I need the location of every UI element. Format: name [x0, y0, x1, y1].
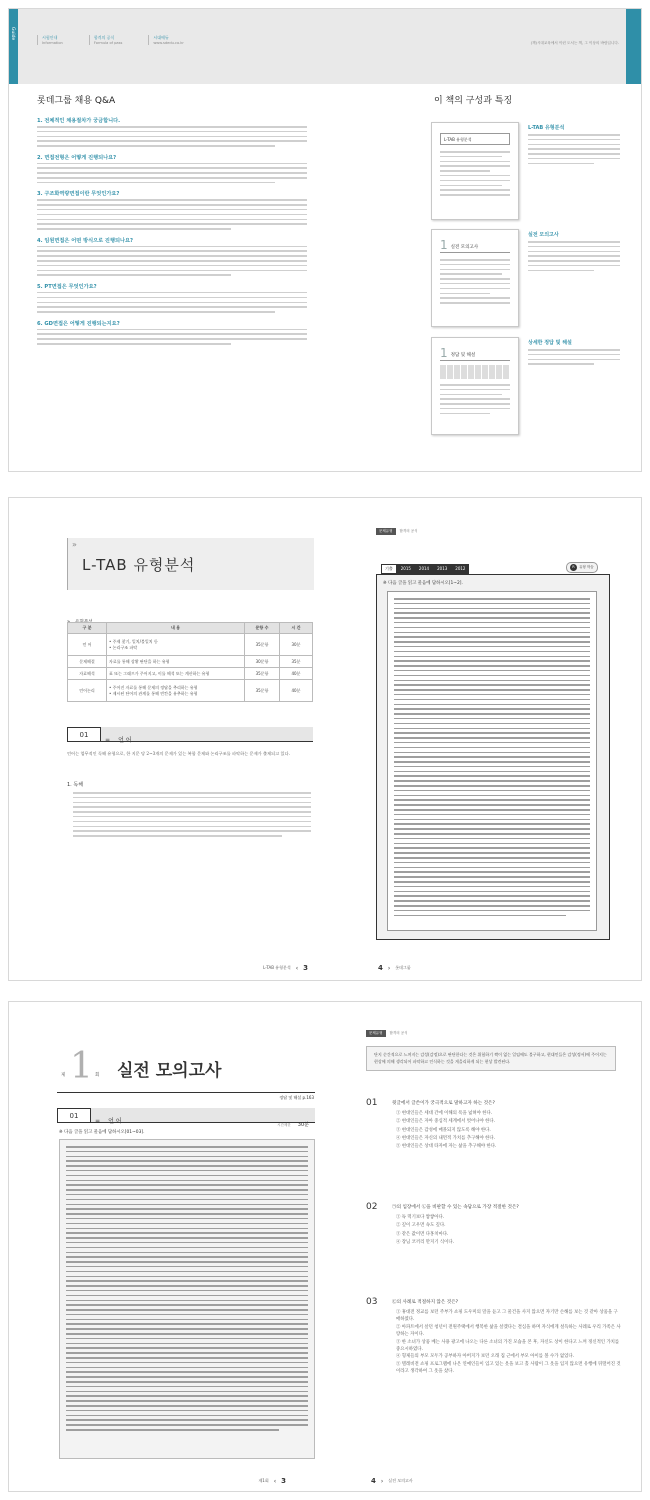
- qa-question: 2. 면접전형은 어떻게 진행되나요?: [37, 154, 117, 161]
- qa-question: 4. 임원면접은 어떤 방식으로 진행되나요?: [37, 237, 133, 244]
- mock-left-page: [9, 1002, 326, 1491]
- table-header: 문항 수: [245, 623, 280, 634]
- qa-question: 1. 전체적인 채용절차가 궁금합니다.: [37, 118, 121, 124]
- header-item-title: 합격의 공식: [93, 35, 115, 40]
- question-number: 03: [366, 1297, 378, 1307]
- thumb-answer-grid: [440, 365, 510, 379]
- section-name-box: [91, 1108, 315, 1128]
- qa-list: [37, 117, 307, 348]
- header-item-title: 시대에듀: [153, 35, 169, 40]
- footer-label: 롯데그룹: [395, 965, 411, 970]
- qa-item: [37, 320, 307, 345]
- chevron-right-icon: ›: [387, 964, 391, 972]
- chapter-title: L-TAB 유형분석: [82, 556, 196, 574]
- section-name-box: [101, 727, 313, 744]
- answer-option[interactable]: ③ 한 소녀가 상품 베는 사용 광고에 나오는 다른 소녀의 가진 모습을 본 후, 자신도 상이 한다고 느껴 정신적인 가치를 중요시하였다.: [396, 1339, 620, 1353]
- page-title: 롯데그룹 채용 Q&A: [37, 96, 116, 106]
- qa-question: 3. 구조화역량면접이란 무엇인가요?: [37, 191, 120, 198]
- guide-tab: [9, 9, 18, 84]
- table-header-row: [68, 623, 313, 634]
- table-cell: 30문항: [245, 656, 280, 668]
- table-cell: 언어논리: [68, 680, 107, 702]
- question-number: 02: [366, 1202, 378, 1212]
- table-row: [68, 634, 313, 656]
- qa-answer-text: [37, 329, 307, 345]
- thumb-label: 정답 및 해설: [450, 353, 476, 358]
- answer-reference: 정답 및 해설 p.163: [279, 1095, 314, 1100]
- time-limit: [277, 1111, 309, 1130]
- running-header: [366, 1030, 408, 1037]
- header-nav: [37, 35, 184, 45]
- passage-box: [59, 1139, 315, 1459]
- table-cell: 40분: [280, 680, 313, 702]
- lines-icon: ≡: [95, 1118, 101, 1125]
- section-number: 01: [67, 727, 101, 741]
- feature-text: [528, 349, 620, 365]
- header-item-sub: Information: [42, 41, 63, 45]
- table-cell: 40분: [280, 668, 313, 680]
- table-cell: 자료해석: [68, 668, 107, 680]
- header-item-title: 시험안내: [42, 35, 58, 40]
- header-badge: 문제유형: [376, 528, 396, 535]
- time-limit-value: 30분: [297, 1122, 309, 1128]
- page-number: 4: [378, 964, 383, 972]
- qa-answer-text: [37, 163, 307, 184]
- table-cell: 문제해결: [68, 656, 107, 668]
- answer-option[interactable]: ③ 같은 값이면 다홍치마다.: [396, 1231, 449, 1237]
- year-tab: 2013: [433, 564, 451, 574]
- answer-option[interactable]: ② 아파트에서 살던 청년이 전원주택에서 행복한 삶을 살겠다는 결심을 하며 자식에게 설득하는 사례로 우리 가족은 사랑하는 자이다.: [396, 1324, 621, 1338]
- answer-option[interactable]: ④ 장님 코끼리 만지기 식이다.: [396, 1239, 455, 1245]
- guide-tab-label: Guide: [10, 27, 15, 41]
- section-name: 언 어: [108, 1118, 122, 1125]
- header-band: [326, 9, 626, 84]
- feature-title: 상세한 정답 및 해설: [528, 340, 572, 346]
- qa-answer-text: [37, 199, 307, 229]
- study-badge-label: 유형 학습: [579, 565, 594, 569]
- header-badge: 문제유형: [366, 1030, 386, 1037]
- answer-option[interactable]: ① 휴대전 정교를 보던 주부가 쇼핑 도우미의 말을 듣고 그 물건을 사지 않으면 자기만 손해를 보는 것 같아 상품을 구매하였다.: [396, 1310, 618, 1323]
- footer-label: 제1회: [258, 1478, 269, 1483]
- guide-right-page: [326, 9, 642, 471]
- answer-option[interactable]: ③ 현대인들은 감성에 매몰되지 않도록 해야 한다.: [396, 1127, 491, 1133]
- passage-instruction: ※ 다음 글을 읽고 물음에 답하시오[1~2].: [383, 581, 463, 586]
- ltab-left-page: [9, 498, 326, 980]
- question-stem: ㉢의 사례로 적절하지 않은 것은?: [392, 1300, 459, 1305]
- section-number: 01: [57, 1108, 91, 1122]
- footer-label: 실전 모의고사: [388, 1478, 413, 1483]
- table-cell: 35분: [280, 656, 313, 668]
- passage-box: [387, 591, 597, 931]
- answer-option[interactable]: ① 현대인들은 세대 간에 이해의 폭을 넓혀야 한다.: [396, 1111, 493, 1116]
- year-tab: 2014: [415, 564, 433, 574]
- thumb-content: [432, 257, 518, 309]
- guide-left-page: [9, 9, 326, 471]
- answer-option[interactable]: ④ 현대인들은 자신의 내면적 가치를 추구해야 한다.: [396, 1135, 495, 1141]
- year-tab: 2015: [397, 564, 415, 574]
- question-01: [366, 1098, 621, 1151]
- passage-text: [394, 598, 590, 916]
- table-cell: 35문항: [245, 680, 280, 702]
- page-number: 3: [281, 1477, 286, 1485]
- feature-text: [528, 241, 620, 271]
- chapter-suffix: 회: [95, 1073, 100, 1078]
- table-cell: 35문항: [245, 668, 280, 680]
- section-name: 언 어: [118, 737, 132, 744]
- passage-text: [66, 1146, 308, 1431]
- study-badge: [566, 562, 598, 573]
- time-limit-label: 시간제한: [277, 1123, 291, 1127]
- header-band: [18, 9, 326, 84]
- answer-option[interactable]: ④ 형제들의 부모 모두가 공부하자 아버지가 보던 오래 집 근에서 부모 아이를 볼 수가 없었다.: [396, 1354, 575, 1360]
- qa-item: [37, 237, 307, 276]
- thumb-label: 실전 모의고사: [450, 245, 479, 250]
- passage-continuation: 단지 순간적으로 느껴지는 감성(감정)으로 판단한다는 것은 위험하기 짝이 없는 일임에도 불구하고, 현대인들은 감성(정서)에 주어지는 현상에 의해 생각되어 파악하고 인식하는 것을 게을리하게 되는 현상 발견된다.: [366, 1046, 616, 1071]
- table-row: [68, 680, 313, 702]
- qa-item: [37, 283, 307, 313]
- thumb-heading: [440, 346, 510, 361]
- chevron-right-icon: ›: [380, 1477, 384, 1485]
- answer-option[interactable]: ⑤ 텔레비전 쇼핑 프로그램에 나온 연예인들이 입고 있는 옷을 보고 홀 사람이 그 옷을 입지 않으면 유행에 뒤떨어진 것이라고 생각하여 그 옷을 샀다.: [396, 1361, 621, 1375]
- feature-title: 실전 모의고사: [528, 232, 559, 238]
- header-item-sub: Formula of pass: [93, 41, 123, 45]
- year-tabs: [381, 564, 469, 574]
- feature-text: [528, 134, 620, 164]
- feature-title: L-TAB 유형분석: [528, 125, 565, 131]
- chapter-banner: [57, 1042, 315, 1093]
- passage-frame: [376, 574, 610, 940]
- header-text: 합격의 공식: [389, 1031, 408, 1035]
- qa-item: [37, 154, 307, 184]
- table-cell: 표 또는 그래프가 주어지고, 이를 해석 또는 계산하는 유형: [107, 668, 245, 680]
- thumb-number: 1: [440, 346, 448, 360]
- page-footer: [263, 964, 308, 972]
- qa-item: [37, 190, 307, 229]
- table-cell: 35문항: [245, 634, 280, 656]
- table-header: 내 용: [107, 623, 245, 634]
- chapter-number: 1: [70, 1046, 93, 1087]
- passage-instruction: ※ 다음 글을 읽고 물음에 답하시오[01~03].: [59, 1130, 145, 1135]
- section-bar: [57, 1108, 315, 1128]
- answer-option[interactable]: ② 깊이 고우면 속도 깊다.: [396, 1223, 446, 1229]
- header-item-info: [37, 35, 63, 45]
- ltab-right-page: [326, 498, 642, 980]
- qa-question: 6. GD면접은 어떻게 진행되는지요?: [37, 320, 120, 327]
- header-item-sub: www.sdedu.co.kr: [153, 41, 184, 45]
- chapter-title: 실전 모의고사: [117, 1061, 222, 1081]
- qa-answer-text: [37, 246, 307, 276]
- question-stem: ㉠의 입장에서 ㉡을 비판할 수 있는 속담으로 가장 적절한 것은?: [392, 1205, 519, 1210]
- table-row: [68, 656, 313, 668]
- page-footer: [371, 1477, 413, 1485]
- lines-icon: ≡: [105, 737, 111, 744]
- mock-right-page: [326, 1002, 642, 1491]
- sub-body: [73, 792, 311, 840]
- answer-option[interactable]: ⑤ 현대인들은 상대 타자에 자는 삶을 추구해야 한다.: [396, 1144, 497, 1150]
- qa-answer-text: [37, 126, 307, 147]
- section-intro: 언어는 업무적인 독해 유형으로, 한 지문 당 2~3개의 문제가 있는 복합 문제와 논리구조를 파악하는 문제가 출제되고 있다.: [67, 751, 290, 756]
- year-tab: 2012: [451, 564, 469, 574]
- table-cell: • 주어진 자료를 통해 문제의 정답을 추리하는 유형 • 제시된 단어의 관계를 통해 빈칸을 유추하는 유형: [107, 680, 245, 702]
- quote-mark: »: [72, 540, 77, 549]
- chapter-banner: [67, 538, 314, 590]
- answer-option[interactable]: ① 독 떡기보다 쌓쌓아다.: [396, 1215, 445, 1220]
- right-edge-tab: [626, 9, 642, 84]
- running-header: [376, 528, 418, 535]
- sub-heading: 1. 독해: [67, 782, 84, 788]
- question-options: [396, 1214, 621, 1247]
- thumb-title-box: L-TAB 유형분석: [440, 133, 510, 145]
- header-item-formula: [89, 35, 123, 45]
- question-options: [396, 1110, 621, 1151]
- page-number: 3: [303, 964, 308, 972]
- footer-label: L-TAB 유형분석: [263, 965, 291, 970]
- table-heading-label: 유형분석: [75, 620, 93, 625]
- page-footer: [378, 964, 411, 972]
- qa-answer-text: [37, 292, 307, 313]
- question-number: 01: [366, 1098, 378, 1108]
- year-label: 기출: [381, 564, 397, 574]
- section-bar: [67, 727, 313, 742]
- thumb-number: 1: [440, 238, 448, 252]
- page-number: 4: [371, 1477, 376, 1485]
- chevron-left-icon: ‹: [273, 1477, 277, 1485]
- feature-desc-answers: [528, 339, 620, 368]
- header-item-site: [148, 35, 184, 45]
- question-stem: 윗글에서 글쓴이가 궁극적으로 말하고자 하는 것은?: [392, 1101, 495, 1106]
- qa-item: [37, 117, 307, 147]
- feature-thumb-ltab: [431, 122, 519, 220]
- alpha-icon: R: [570, 564, 577, 571]
- table-cell: 30분: [280, 634, 313, 656]
- page-footer: [258, 1477, 286, 1485]
- qa-question: 5. PT면접은 무엇인가요?: [37, 283, 97, 290]
- feature-thumb-mock: [431, 229, 519, 327]
- type-table: [67, 622, 313, 702]
- question-02: [366, 1202, 621, 1247]
- header-text: 합격의 공식: [399, 529, 418, 533]
- header-note: (책)시대교육에서 이런 도서는 책, 그 이상의 바람입니다.: [530, 41, 619, 45]
- table-header: 구 분: [68, 623, 107, 634]
- table-row: [68, 668, 313, 680]
- feature-desc-mock: [528, 231, 620, 275]
- question-03: [366, 1297, 621, 1376]
- page-title: 이 책의 구성과 특징: [434, 96, 513, 106]
- table-cell: 자료를 통해 상황 판단을 하는 유형: [107, 656, 245, 668]
- feature-desc-ltab: [528, 124, 620, 168]
- double-chevron-icon: »: [67, 619, 71, 625]
- table-header: 시 간: [280, 623, 313, 634]
- table-cell: • 주제 찾기, 일치/불일치 등 • 논리구조 파악: [107, 634, 245, 656]
- spread-ltab: [8, 497, 642, 981]
- question-options: [396, 1309, 621, 1376]
- thumb-content: [432, 149, 518, 201]
- thumb-heading: [440, 238, 510, 253]
- thumb-content: [432, 382, 518, 420]
- spread-guide: [8, 8, 642, 472]
- spread-mock-test: [8, 1001, 642, 1492]
- chapter-prefix: 제: [61, 1073, 66, 1078]
- chevron-left-icon: ‹: [295, 964, 299, 972]
- answer-option[interactable]: ② 현대인들은 자아 중심적 세계에서 벗어나야 한다.: [396, 1119, 495, 1125]
- feature-thumb-answers: [431, 337, 519, 435]
- table-cell: 언 어: [68, 634, 107, 656]
